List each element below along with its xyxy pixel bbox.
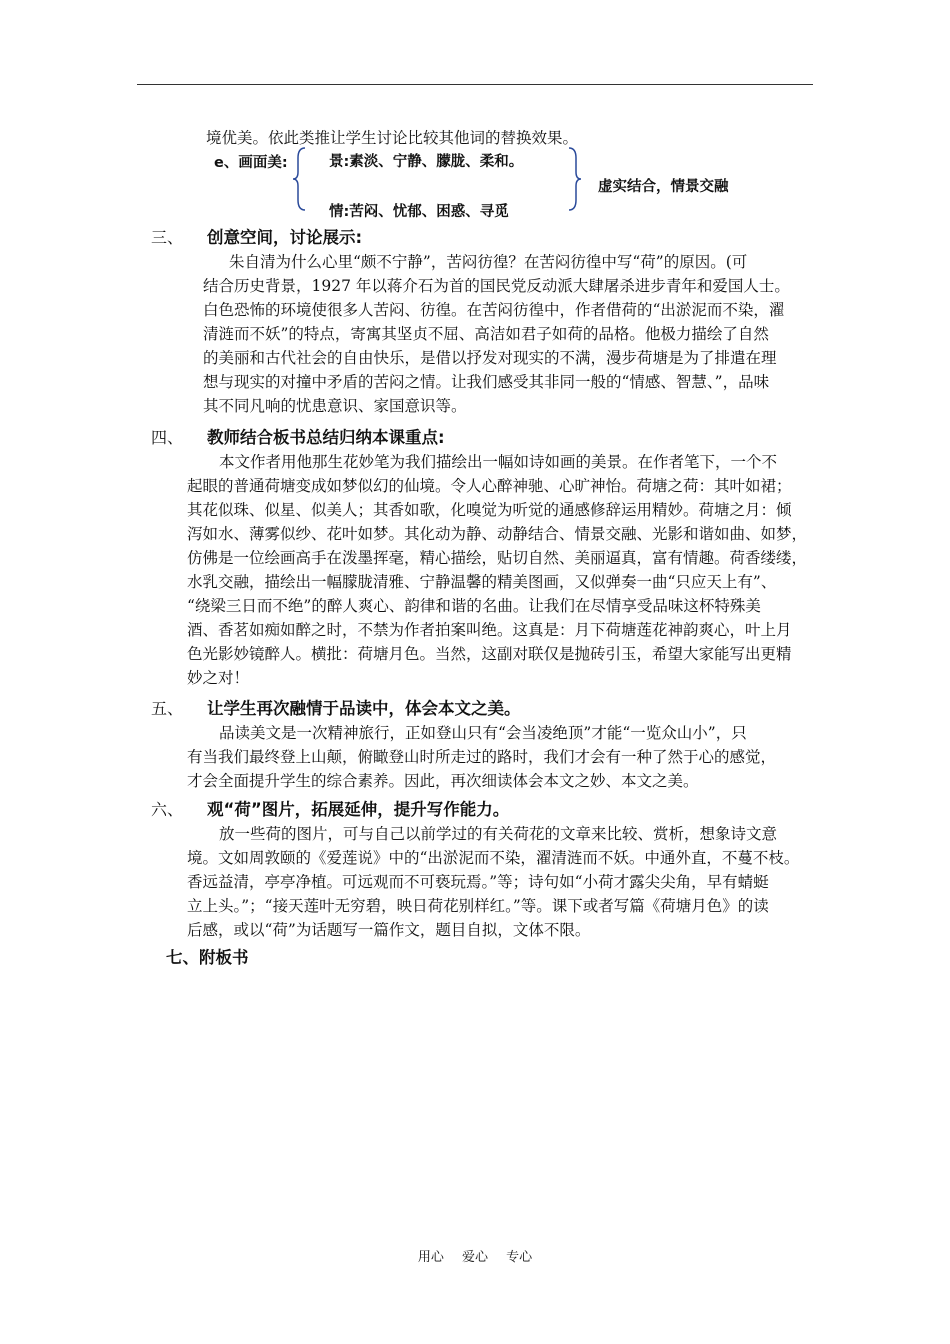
body-line: 水乳交融，描绘出一幅朦胧清雅、宁静温馨的精美图画，又似弹奏一曲“只应天上有”、 [187, 573, 777, 591]
section-heading: 观“荷”图片，拓展延伸，提升写作能力。 [207, 800, 510, 819]
body-line: 有当我们最终登上山颠，俯瞰登山时所走过的路时，我们才会有一种了然于心的感觉， [187, 748, 777, 766]
body-line: 立上头。”；“接天莲叶无穷碧，映日荷花别样红。”等。课下或者写篇《荷塘月色》的读 [187, 897, 769, 915]
body-line: 酒、香茗如痴如醉之时，不禁为作者拍案叫绝。这真是：月下荷塘莲花神韵爽心，叶上月 [187, 621, 792, 639]
body-line: 本文作者用他那生花妙笔为我们描绘出一幅如诗如画的美景。在作者笔下，一个不 [219, 453, 778, 471]
section-number: 五、 [151, 699, 184, 718]
section-number: 六、 [151, 800, 184, 819]
body-line: 仿佛是一位绘画高手在泼墨挥毫，精心描绘，贴切自然、美丽逼真，富有情趣。荷香缕缕， [187, 549, 808, 567]
section-number: 三、 [151, 228, 184, 247]
painting-label: e、画面美: [214, 155, 288, 171]
body-line: 境。文如周敦颐的《爱莲说》中的“出淤泥而不染，濯清涟而不妖。中通外直，不蔓不枝。 [187, 849, 800, 867]
right-brace [566, 146, 582, 212]
body-line: 泻如水、薄雾似纱、花叶如梦。其化动为静、动静结合、情景交融、光影和谐如曲、如梦， [187, 525, 808, 543]
section-number: 四、 [151, 428, 184, 447]
body-line: 清涟而不妖”的特点，寄寓其坚贞不屈、高洁如君子如荷的品格。他极力描绘了自然 [203, 325, 769, 343]
section-heading: 让学生再次融情于品读中，体会本文之美。 [207, 699, 521, 718]
body-line: 起眼的普通荷塘变成如梦似幻的仙境。令人心醉神驰、心旷神怡。荷塘之荷：其叶如裙； [187, 477, 792, 495]
footer-word: 爱心 [461, 1250, 488, 1265]
painting-scene: 景:素淡、宁静、朦胧、柔和。 [329, 154, 524, 170]
body-line: 朱自清为什么心里“颇不宁静”，苦闷彷徨？在苦闷彷徨中写“荷”的原因。(可 [229, 253, 748, 271]
body-line: 其不同凡响的忧患意识、家国意识等。 [203, 397, 467, 415]
left-brace [292, 146, 308, 212]
footer-word: 用心 [417, 1250, 444, 1265]
body-line: 放一些荷的图片，可与自己以前学过的有关荷花的文章来比较、赏析，想象诗文意 [219, 825, 778, 843]
body-line: 结合历史背景，1927 年以蒋介石为首的国民党反动派大肆屠杀进步青年和爱国人士。 [203, 277, 790, 295]
body-line: 想与现实的对撞中矛盾的苦闷之情。让我们感受其非同一般的“情感、智慧、”，品味 [203, 373, 770, 391]
body-line: 妙之对！ [187, 669, 250, 687]
body-line: 其花似珠、似星、似美人；其香如歌，化嗅觉为听觉的通感修辞运用精妙。荷塘之月：倾 [187, 501, 792, 519]
body-line: 后感，或以“荷”为话题写一篇作文，题目自拟，文体不限。 [187, 921, 591, 939]
body-line: 品读美文是一次精神旅行，正如登山只有“会当凌绝顶”才能“一览众山小”，只 [219, 724, 747, 742]
body-line: “绕梁三日而不绝”的醉人爽心、韵律和谐的名曲。让我们在尽情享受品味这杯特殊美 [187, 597, 761, 615]
page-footer [0, 1249, 950, 1267]
body-line: 才会全面提升学生的综合素养。因此，再次细读体会本文之妙、本文之美。 [187, 772, 699, 790]
painting-summary: 虚实结合，情景交融 [598, 179, 729, 195]
body-line: 境优美。依此类推让学生讨论比较其他词的替换效果。 [206, 129, 579, 147]
body-line: 的美丽和古代社会的自由快乐，是借以抒发对现实的不满，漫步荷塘是为了排遣在理 [203, 349, 777, 367]
body-line: 香远益清，亭亭净植。可远观而不可亵玩焉。”等；诗句如“小荷才露尖尖角，早有蜻蜓 [187, 873, 769, 891]
section-heading: 创意空间，讨论展示: [207, 228, 363, 247]
painting-emotion: 情:苦闷、忧郁、困惑、寻觅 [329, 204, 509, 220]
appendix-heading: 七、附板书 [166, 948, 249, 967]
header-rule [137, 84, 813, 85]
section-heading: 教师结合板书总结归纳本课重点: [207, 428, 445, 447]
body-line: 色光影妙镜醉人。横批：荷塘月色。当然，这副对联仅是抛砖引玉，希望大家能写出更精 [187, 645, 792, 663]
body-line: 白色恐怖的环境使很多人苦闷、彷徨。在苦闷彷徨中，作者借荷的“出淤泥而不染，濯 [203, 301, 785, 319]
footer-word: 专心 [506, 1250, 533, 1265]
